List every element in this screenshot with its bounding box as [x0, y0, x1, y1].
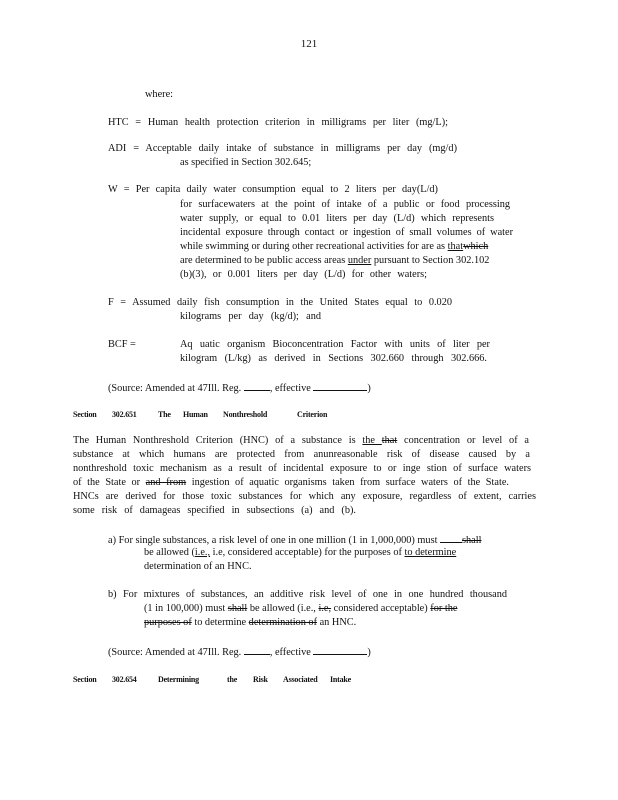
deleted-text: determination of [248, 617, 318, 628]
section-heading-302-651: Section 302.651 The Human Nonthreshold Criterion [73, 410, 328, 419]
blank-effective-date [313, 380, 367, 391]
def-w-line6: are determined to be public access areas under pursuant to Section 302.102 [180, 255, 490, 266]
inserted-text: the [362, 435, 382, 446]
item-b-line2: (1 in 100,000) must shall be allowed (i.e., i.e, considered acceptable) for the [144, 603, 458, 614]
para-line5: HNCs are derived for those toxic substances for which any exposure, regardless of extent, carries [73, 491, 536, 502]
source-note: (Source: Amended at 47Ill. Reg. , effective ) [108, 644, 371, 660]
inserted-text: i.e., [194, 547, 211, 558]
blank-register-volume [244, 380, 270, 391]
def-adi-line1: ADI = Acceptable daily intake of substance in milligrams per day (mg/d) [108, 143, 457, 154]
item-b-line1: b) For mixtures of substances, an additive risk level of one in one hundred thousand [108, 589, 507, 600]
deleted-text: shall [227, 603, 248, 614]
para-line2: substance at which humans are protected from anunreasonable risk of disease caused by a [73, 449, 530, 460]
def-bcf-line2: kilogram (L/kg) as derived in Sections 302.660 through 302.666. [180, 353, 487, 364]
deleted-text: for the [430, 603, 458, 614]
def-w-line2: for surfacewaters at the point of intake of a public or food processing [180, 199, 510, 210]
page-number: 121 [300, 38, 318, 50]
inserted-text: under [347, 255, 372, 266]
def-w-line1: W = Per capita daily water consumption equal to 2 liters per day(L/d) [108, 184, 438, 195]
def-htc: HTC = Human health protection criterion in milligrams per liter (mg/L); [108, 117, 448, 128]
para-line3: nonthreshold toxic mechanism as a result of incidental exposure to or inge stion of surface waters [73, 463, 531, 474]
inserted-text: that [447, 241, 464, 252]
para-line1: The Human Nonthreshold Criterion (HNC) of a substance is the that concentration or level of a [73, 435, 529, 446]
deleted-text: and from [145, 477, 187, 488]
deleted-text: that [381, 435, 398, 446]
deleted-text: i.e, [318, 603, 332, 614]
blank-register-volume [244, 644, 270, 655]
source-note: (Source: Amended at 47Ill. Reg. , effective ) [108, 380, 371, 396]
def-w-line4: incidental exposure through contact or ingestion of small volumes of water [180, 227, 513, 238]
def-w-line5: while swimming or during other recreational activities for are as thatwhich [180, 241, 489, 252]
section-heading-302-654: Section 302.654 Determining the Risk Associated Intake [73, 675, 352, 684]
def-w-line7: (b)(3), or 0.001 liters per day (L/d) for other waters; [180, 269, 427, 280]
item-a-line3: determination of an HNC. [144, 561, 252, 572]
blank-insert [440, 532, 462, 543]
def-f-line2: kilograms per day (kg/d); and [180, 311, 321, 322]
def-f-line1: F = Assumed daily fish consumption in the United States equal to 0.020 [108, 297, 452, 308]
def-w-line3: water supply, or equal to 0.01 liters per day (L/d) which represents [180, 213, 494, 224]
deleted-text: purposes of [144, 617, 192, 628]
def-adi-line2: as specified in Section 302.645; [180, 157, 312, 168]
where-label: where: [145, 89, 174, 100]
def-bcf-label: BCF = [108, 339, 136, 350]
blank-effective-date [313, 644, 367, 655]
deleted-text: shall [462, 535, 482, 546]
para-line4: of the State or and from ingestion of aquatic organisms taken from surface waters of the State. [73, 477, 509, 488]
inserted-text: to determine [404, 547, 457, 558]
deleted-text: which [463, 241, 489, 252]
item-a-line1: a) For single substances, a risk level of one in one million (1 in 1,000,000) must shall [108, 532, 540, 548]
para-line6: some risk of damageas specified in subsections (a) and (b). [73, 505, 356, 516]
item-b-line3: purposes of to determine determination of an HNC. [144, 617, 357, 628]
item-a-line2: be allowed (i.e., i.e, considered acceptable) for the purposes of to determine [144, 547, 457, 558]
def-bcf-line1: Aq uatic organism Bioconcentration Factor with units of liter per [180, 339, 490, 350]
